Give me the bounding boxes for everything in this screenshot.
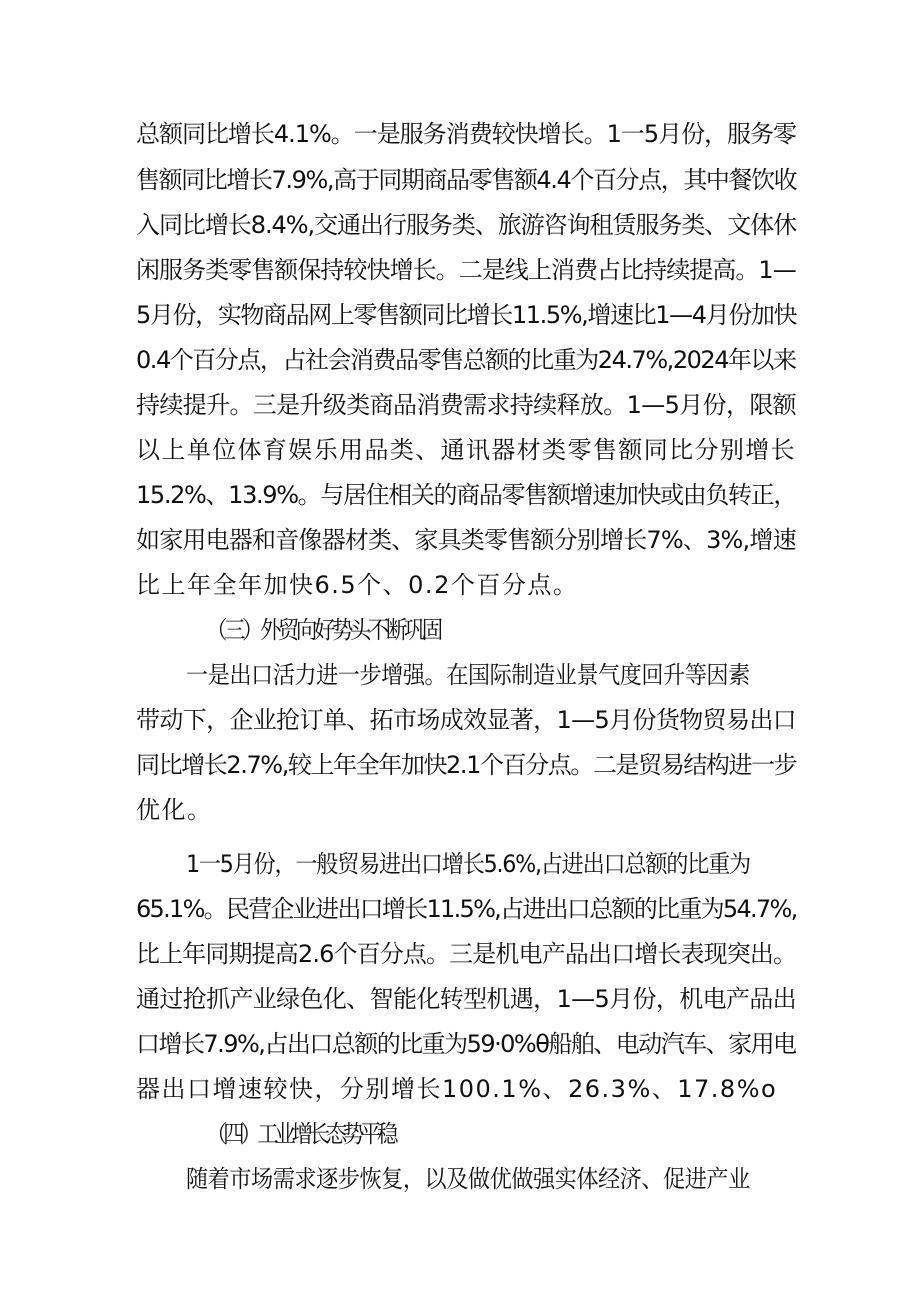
section-heading: （三）外贸向好势头不断巩固 xyxy=(206,616,440,644)
paragraph-line: 持续提升。三是升级类商品消费需求持续释放。1—5月份，限额 xyxy=(136,391,797,419)
paragraph-line: 一是出口活力进一步增强。在国际制造业景气度回升等因素 xyxy=(186,661,750,689)
paragraph-line: 带动下，企业抢订单、拓市场成效显著，1—5月份货物贸易出口 xyxy=(136,706,797,734)
paragraph-line: 随着市场需求逐步恢复，以及做优做强实体经济、促进产业 xyxy=(186,1165,750,1193)
paragraph-line: 售额同比增长7.9%,高于同期商品零售额4.4个百分点，其中餐饮收 xyxy=(136,166,797,194)
paragraph-line: 0.4个百分点，占社会消费品零售总额的比重为24.7%,2024年以来 xyxy=(136,346,796,374)
paragraph-line: 如家用电器和音像器材类、家具类零售额分别增长7%、3%,增速 xyxy=(136,526,796,554)
paragraph-line: 器出口增速较快，分别增长100.1%、26.3%、17.8%o xyxy=(136,1075,778,1103)
paragraph-line: 总额同比增长4.1%。一是服务消费较快增长。1一5月份，服务零 xyxy=(136,120,797,148)
paragraph-line: 1一5月份，一般贸易进出口增长5.6%,占进出口总额的比重为 xyxy=(186,850,750,878)
section-heading: （四）工业增长态势平稳 xyxy=(206,1120,395,1148)
paragraph-line: 比上年同期提高2.6个百分点。三是机电产品出口增长表现突出。 xyxy=(136,940,797,968)
paragraph-line: 以上单位体育娱乐用品类、通讯器材类零售额同比分别增长 xyxy=(136,436,796,464)
paragraph-line: 15.2%、13.9%。与居住相关的商品零售额增速加快或由负转正， xyxy=(136,481,796,509)
paragraph-line: 通过抢抓产业绿色化、智能化转型机遇，1—5月份，机电产品出 xyxy=(136,985,797,1013)
paragraph-line: 5月份，实物商品网上零售额同比增长11.5%,增速比1—4月份加快 xyxy=(136,301,797,329)
paragraph-line: 优化。 xyxy=(136,796,213,824)
paragraph-line: 闲服务类零售额保持较快增长。二是线上消费占比持续提高。1— xyxy=(136,256,796,284)
paragraph-line: 比上年全年加快6.5个、0.2个百分点。 xyxy=(136,571,579,599)
paragraph-line: 65.1%。民营企业进出口增长11.5%,占进出口总额的比重为54.7%, xyxy=(136,895,797,923)
paragraph-line: 入同比增长8.4%,交通出行服务类、旅游咨询租赁服务类、文体休 xyxy=(136,211,797,239)
paragraph-line: 同比增长2.7%,较上年全年加快2.1个百分点。二是贸易结构进一步 xyxy=(136,751,797,779)
paragraph-line: 口增长7.9%,占出口总额的比重为59·0%θ船舶、电动汽车、家用电 xyxy=(136,1030,796,1058)
